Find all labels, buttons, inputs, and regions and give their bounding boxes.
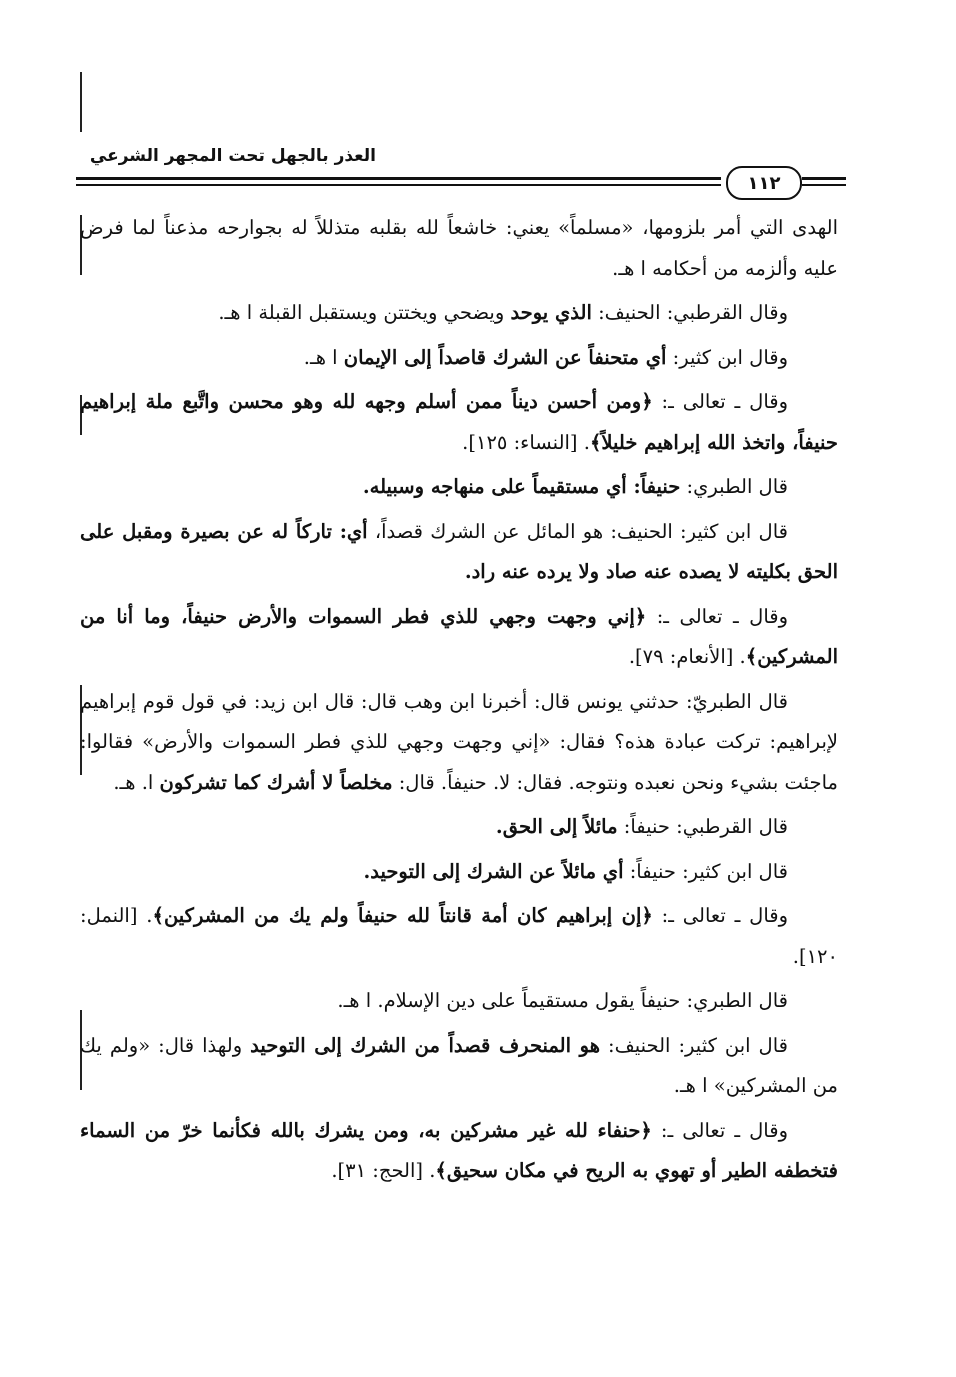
header-rule-thin [76,184,721,186]
header-rule-right-thick [802,177,846,180]
paragraph [80,338,838,379]
paragraph [80,807,838,848]
text-run: وقال ـ تعالى ـ: [652,390,788,413]
paragraph [80,1111,838,1192]
page-number: ١١٢ [726,166,802,200]
paragraph [80,896,838,977]
bold-text: أي: تاركاً له عن بصيرة ومقبل على الحق بكليته لا يصده عنه صاد ولا يرده عنه راد. [80,519,838,583]
paragraph [80,382,838,463]
text-run: . [الحج: ٣١]. [331,1159,436,1182]
text-run: ويضحي ويختتن ويستقبل القبلة ا هـ. [218,301,511,324]
text-run: ولهذا قال: «ولم يك من المشركين» ا هـ. [80,1033,838,1097]
header-rule-thick [76,177,721,180]
text-run: قال ابن كثير: الحنيف: هو المائل عن الشرك قصداً، [367,519,788,543]
text-run: قال ابن كثير: الحنيف: [600,1033,788,1057]
paragraph [80,512,838,593]
running-title: العذر بالجهل تحت المجهر الشرعي [89,146,376,166]
scan-margin-line-top [80,72,82,132]
bold-text: مخلصاً لا أشرك كما تشركون [159,770,393,794]
text-run: ا. هـ. [113,770,160,794]
text-run: قال الطبري: حنيفاً يقول مستقيماً على دين الإسلام. ا هـ. [337,989,788,1012]
bold-text: هو المنحرف قصداً من الشرك إلى التوحيد [250,1033,600,1057]
text-run: قال الطبريّ: حدثني يونس قال: أخبرنا ابن وهب قال: قال ابن زيد: في قول قوم إبراهيم لإبراهيم: تركت عبادة هذه؟ فقال: «إني وجهت وجهي للذي فطر السموات والأرض» فقالوا: ماجئت بشيء ونحن نعبده ونتوجه. فقال: لا. حنيفاً. قال: [80,689,838,794]
bold-text: حنيفاً: أي مستقيماً على منهاجه وسبيله. [362,475,681,498]
bold-text: أي متحنفاً عن الشرك قاصداً إلى الإيمان [343,345,667,369]
text-run: . [النساء: ١٢٥]. [462,430,590,454]
text-run: قال الطبري: [680,475,788,498]
page-body [80,208,838,1192]
text-run: وقال ـ تعالى ـ: [646,604,788,628]
paragraph [80,1026,838,1107]
text-run: قال ابن كثير: حنيفاً: [623,859,788,883]
text-run: ا هـ. [303,345,344,369]
bold-text: ﴿ومن أحسن ديناً ممن أسلم وجهه لله وهو محسن واتَّبع ملة إبراهيم حنيفاً، واتخذ الله إبراهيم خليلاً﴾ [80,390,838,454]
text-run: . [الأنعام: ٧٩]. [628,645,746,668]
text-run: وقال القرطبي: الحنيف: [591,301,788,324]
text-run: وقال ابن كثير: [666,345,788,369]
text-run: قال القرطبي: حنيفاً: [617,815,788,838]
paragraph [80,852,838,893]
text-run: وقال ـ تعالى ـ: [651,1118,788,1142]
bold-text: ﴿إن إبراهيم كان أمة قانتاً لله حنيفاً ولم يك من المشركين﴾ [152,904,653,927]
paragraph [80,981,838,1022]
bold-text: مائلاً إلى الحق. [495,815,618,838]
text-run: . [النمل: ١٢٠]. [80,904,838,968]
text-run: الهدى التي أمر بلزومها، «مسلماً» يعني: خاشعاً لله بقلبه متذللاً له بجوارحه مذعناً لما فرض عليه وألزمه من أحكامه ا هـ. [80,216,838,280]
paragraph [80,208,838,289]
bold-text: الذي يوحد [510,301,592,324]
page-header [76,140,846,192]
paragraph [80,597,838,678]
paragraph [80,682,838,804]
text-run: وقال ـ تعالى ـ: [652,904,789,927]
bold-text: أي مائلاً عن الشرك إلى التوحيد. [363,859,624,883]
paragraph [80,467,838,508]
bold-text: ﴿إني وجهت وجهي للذي فطر السموات والأرض حنيفاً، وما أنا من المشركين﴾ [80,604,838,668]
bold-text: ﴿حنفاء لله غير مشركين به، ومن يشرك بالله فكأنما خرّ من السماء فتخطفه الطير أو تهوي به الريح في مكان سحيق﴾ [80,1118,838,1182]
header-rule-right-thin [802,184,846,186]
paragraph [80,293,838,334]
